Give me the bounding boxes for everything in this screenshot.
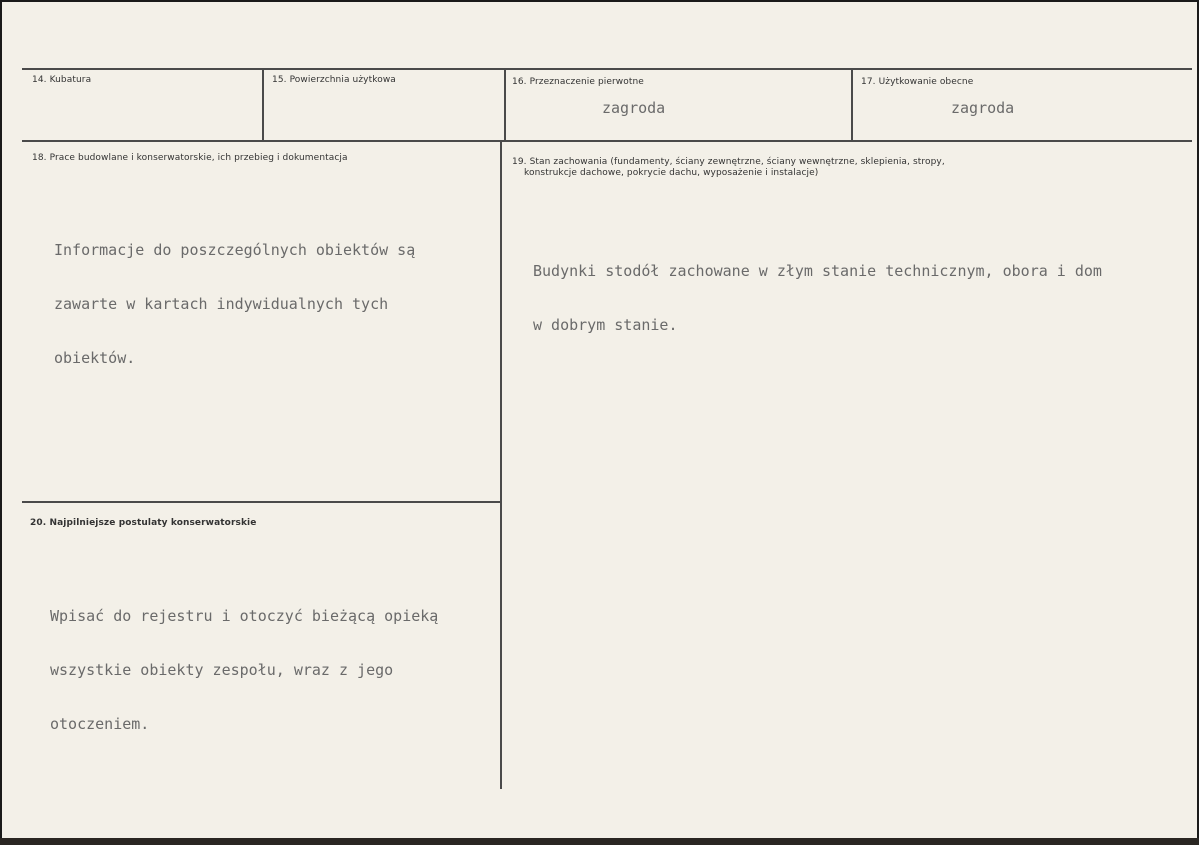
field-19-label <box>512 157 945 179</box>
field-18-line: obiektów. <box>54 349 136 367</box>
field-20-line: Wpisać do rejestru i otoczyć bieżącą opieką <box>50 607 439 625</box>
field-20-label: 20. Najpilniejsze postulaty konserwatorskie <box>30 518 257 528</box>
top-rule <box>22 68 1192 70</box>
field-20-line: otoczeniem. <box>50 715 150 733</box>
field-19-label-line1: 19. Stan zachowania (fundamenty, ściany zewnętrzne, ściany wewnętrzne, sklepienia, stropy, <box>512 157 945 167</box>
divider-16-17 <box>851 69 853 141</box>
field-18-line: zawarte w kartach indywidualnych tych <box>54 295 389 313</box>
row1-bottom-rule <box>22 140 1192 142</box>
field-20-text <box>50 571 438 769</box>
field-20-line: wszystkie obiekty zespołu, wraz z jego <box>50 661 394 679</box>
main-divider <box>500 141 502 789</box>
field-19-line: w dobrym stanie. <box>533 316 678 334</box>
field-18-label: 18. Prace budowlane i konserwatorskie, ich przebieg i dokumentacja <box>32 153 348 163</box>
field-14-label: 14. Kubatura <box>32 75 92 85</box>
field-16-value: zagroda <box>602 99 666 117</box>
field-17-label: 17. Użytkowanie obecne <box>861 77 974 87</box>
field-18-line: Informacje do poszczególnych obiektów są <box>54 241 416 259</box>
section-18-bottom-rule <box>22 501 500 503</box>
form-sheet <box>2 2 1197 840</box>
field-18-text <box>54 205 415 403</box>
field-19-label-line2: konstrukcje dachowe, pokrycie dachu, wyposażenie i instalacje) <box>524 168 819 178</box>
divider-14-15 <box>262 69 264 141</box>
scan-bottom-edge <box>0 838 1199 845</box>
field-16-label: 16. Przeznaczenie pierwotne <box>512 77 644 87</box>
field-17-value: zagroda <box>951 99 1015 117</box>
field-15-label: 15. Powierzchnia użytkowa <box>272 75 396 85</box>
divider-15-16 <box>504 69 506 141</box>
field-19-line: Budynki stodół zachowane w złym stanie technicznym, obora i dom <box>533 262 1102 280</box>
field-19-text <box>533 226 1102 370</box>
